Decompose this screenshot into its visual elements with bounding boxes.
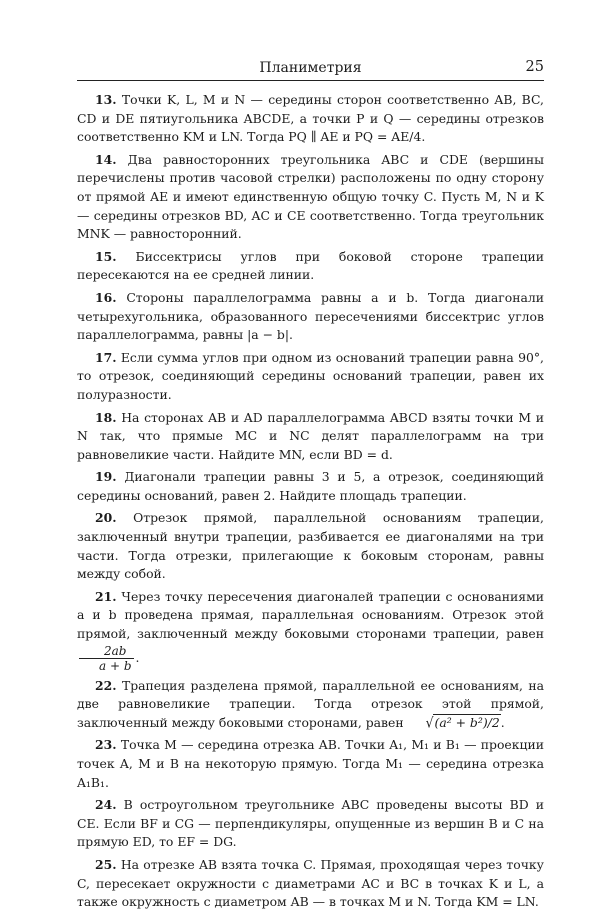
problem-number: 16. xyxy=(95,289,117,305)
problem-number: 19. xyxy=(95,469,117,485)
problem-16 xyxy=(77,289,544,345)
problem-text: Отрезок прямой, параллельной основаниям трапеции, заключенный внутри трапеции, разбивается ее диагоналями на три части. Тогда отрезки, прилегающие к боковым сторонам, равны между собой. xyxy=(77,510,544,582)
problem-text: Точки K, L, M и N — середины сторон соответственно AB, BC, CD и DE пятиугольника ABCDE, а точки P и Q — середины отрезков соответственно KM и LN. Тогда PQ ∥ AE и PQ = AE/4. xyxy=(77,92,544,145)
problem-23 xyxy=(77,736,544,792)
problem-number: 13. xyxy=(95,92,117,107)
problem-text: В остроугольном треугольнике ABC проведены высоты BD и CE. Если BF и CG — перпендикуляры, опущенные из вершин B и C на прямую ED, то EF = DG. xyxy=(77,797,544,850)
problem-tail: . xyxy=(500,714,505,730)
fraction xyxy=(79,644,134,673)
problem-text: Если сумма углов при одном из оснований трапеции равна 90°, то отрезок, соединяющий середины оснований трапеции, равен их полуразности. xyxy=(77,349,544,402)
problem-21 xyxy=(77,588,544,673)
problem-number: 15. xyxy=(95,248,117,264)
problem-number: 17. xyxy=(95,349,117,365)
problem-number: 22. xyxy=(95,677,117,693)
fraction-denominator: a + b xyxy=(99,658,132,673)
problem-17 xyxy=(77,349,544,405)
problem-text: Стороны параллелограмма равны a и b. Тогда диагонали четырехугольника, образованного пересечениями биссектрис углов параллелограмма, равны |a − b|. xyxy=(77,289,544,343)
problem-text: На сторонах AB и AD параллелограмма ABCD взяты точки M и N так, что прямые MC и NC делят параллелограмм на три равновеликие части. Найдите MN, если BD = d. xyxy=(77,409,544,462)
radical-sign-icon: √ xyxy=(425,713,434,731)
problem-number: 25. xyxy=(95,856,117,872)
problem-14 xyxy=(77,151,544,244)
problem-number: 14. xyxy=(95,151,117,167)
problem-text: На отрезке AB взята точка C. Прямая, проходящая через точку C, пересекает окружности с диаметрами AC и BC в точках K и L, а также окружность с диаметром AB — в точках M и N. Тогда KM = LN. xyxy=(77,856,544,910)
running-header xyxy=(77,58,544,81)
problem-22 xyxy=(77,677,544,733)
problem-text: Биссектрисы углов при боковой стороне трапеции пересекаются на ее средней линии. xyxy=(77,248,544,283)
problem-19 xyxy=(77,468,544,505)
problem-number: 21. xyxy=(95,588,117,604)
problem-list xyxy=(77,91,544,916)
problem-number: 20. xyxy=(95,510,117,526)
problem-15 xyxy=(77,248,544,285)
problem-text: Через точку пересечения диагоналей трапеции с основаниями a и b проведена прямая, параллельная основаниям. Отрезок этой прямой, заключенный между боковыми сторонами трапеции, равен xyxy=(77,588,544,642)
problem-text: Два равносторонних треугольника ABC и CDE (вершины перечислены против часовой стрелки) расположены по одну сторону от прямой AE и имеют единственную общую точку C. Пусть M, N и K — середины отрезков BD, AC и CE соответственно. Тогда треугольник MNK — равносторонний. xyxy=(77,151,544,242)
problem-24 xyxy=(77,796,544,852)
problem-number: 23. xyxy=(95,737,117,753)
problem-text: Точка M — середина отрезка AB. Точки A₁, M₁ и B₁ — проекции точек A, M и B на некоторую прямую. Тогда M₁ — середина отрезка A₁B₁. xyxy=(77,737,544,790)
problem-number: 18. xyxy=(95,409,117,425)
page-number: 25 xyxy=(525,59,544,75)
problem-number: 24. xyxy=(95,797,117,813)
fraction-numerator: 2ab xyxy=(79,644,134,659)
section-title: Планиметрия xyxy=(259,60,362,76)
problem-18 xyxy=(77,409,544,465)
square-root xyxy=(408,715,501,730)
radicand: (a² + b²)/2 xyxy=(434,714,500,730)
problem-25 xyxy=(77,856,544,912)
problem-20 xyxy=(77,509,544,583)
problem-text: Диагонали трапеции равны 3 и 5, а отрезок, соединяющий середины оснований, равен 2. Найдите площадь трапеции. xyxy=(77,469,544,503)
problem-tail: . xyxy=(135,649,140,665)
problem-13 xyxy=(77,91,544,147)
problem-text: Трапеция разделена прямой, параллельной ее основаниям, на две равновеликие трапеции. Тогда отрезок этой прямой, заключенный между боковыми сторонами, равен xyxy=(77,677,544,730)
